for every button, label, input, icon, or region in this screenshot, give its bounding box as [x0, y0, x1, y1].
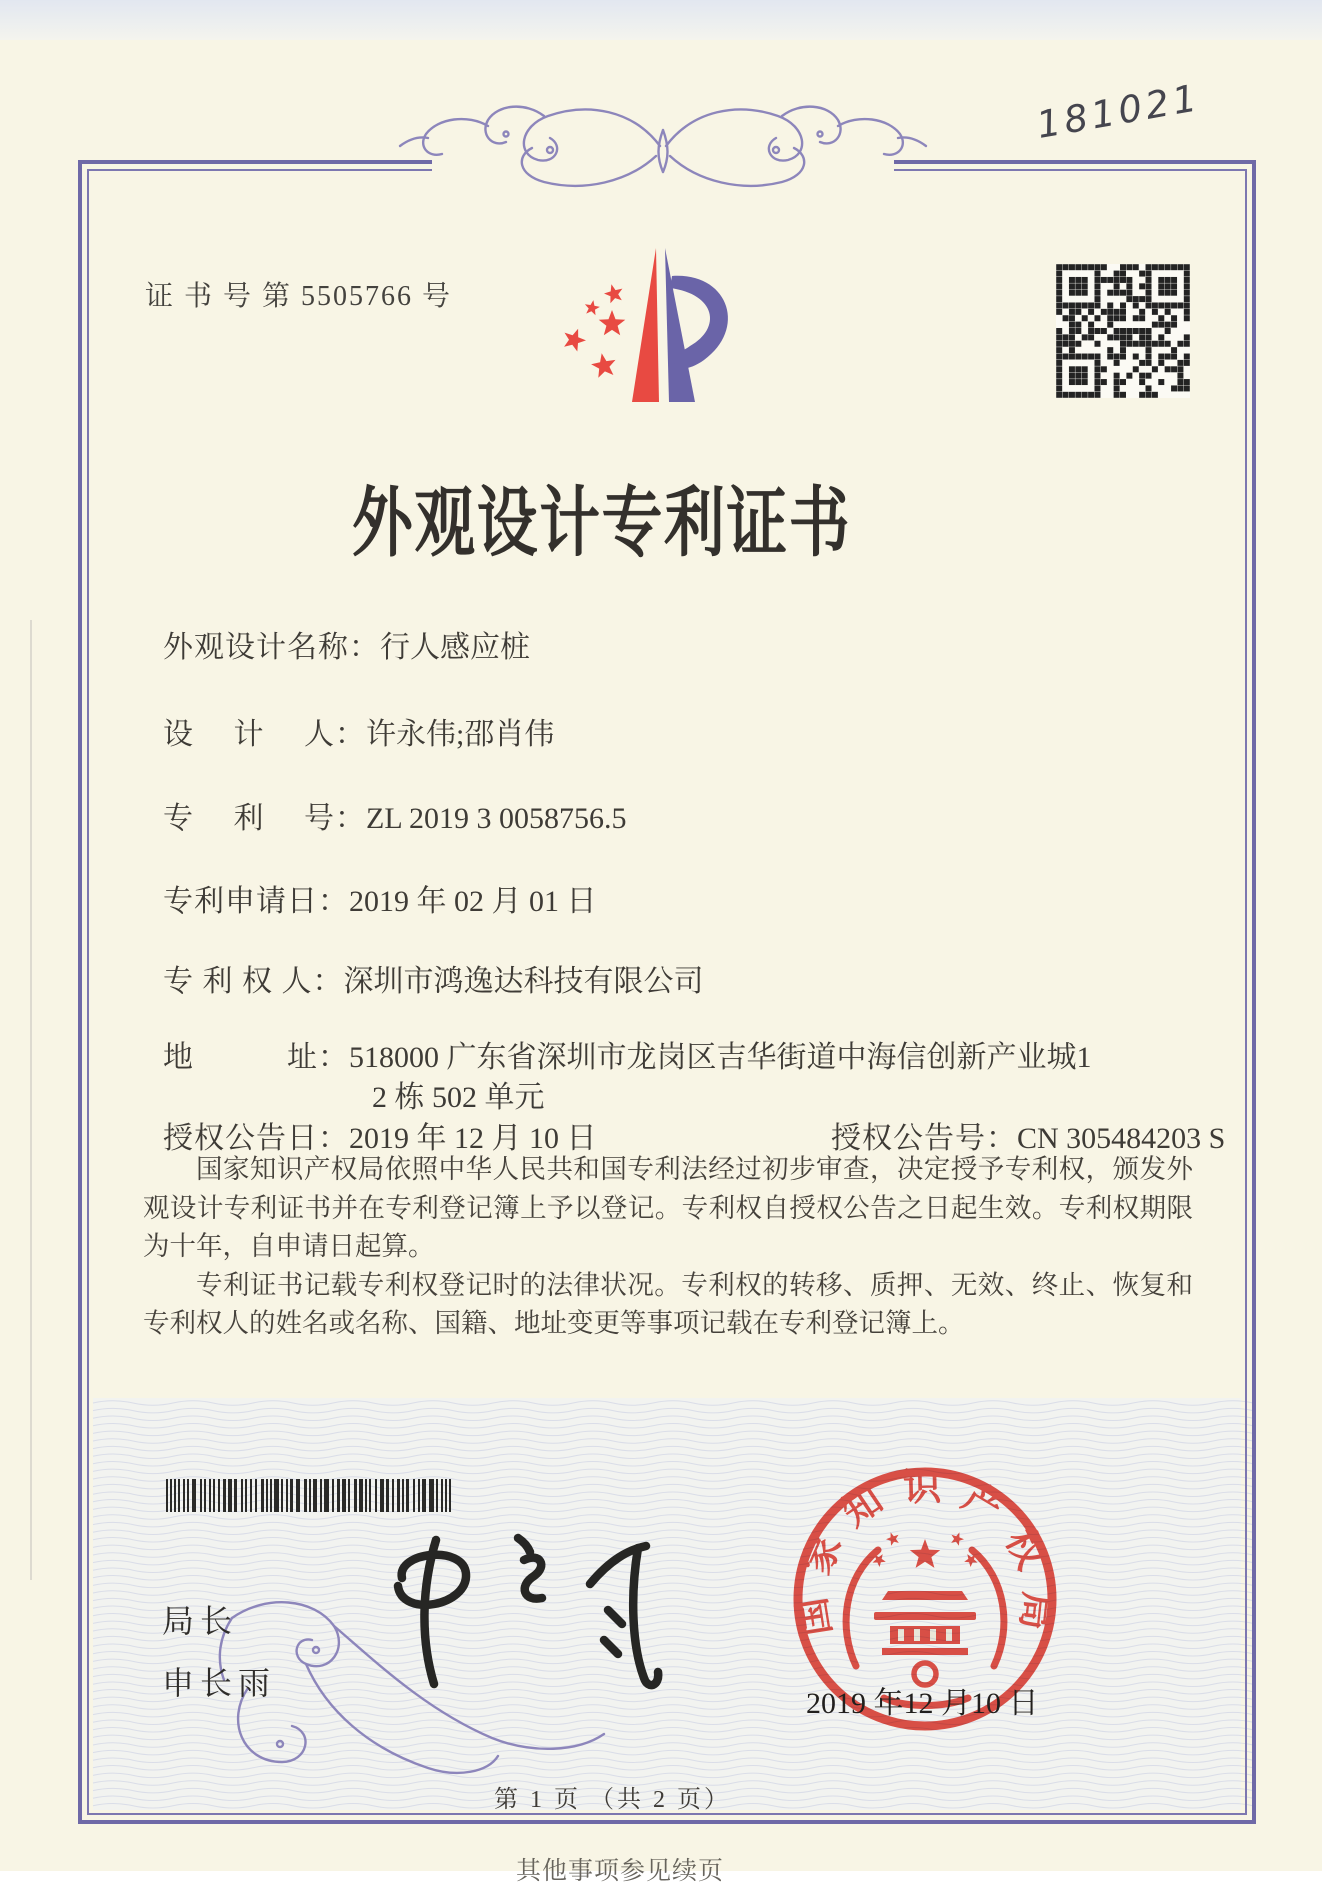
- field-address-value-line2: 2 栋 502 单元: [372, 1081, 545, 1114]
- scan-top-strip: [0, 0, 1322, 40]
- scan-artifact-line: [30, 620, 32, 1580]
- field-grant-date-value: 2019 年 12 月 10 日: [349, 1122, 597, 1155]
- field-patent-no-label: 专 利 号：: [163, 802, 366, 835]
- field-address: [163, 1032, 1092, 1076]
- field-designer-value: 许永伟;邵肖伟: [366, 718, 555, 751]
- field-patentee-value: 深圳市鸿逸达科技有限公司: [343, 965, 704, 998]
- seal-date: 2019 年12 月10 日: [806, 1687, 1039, 1720]
- field-design-name-value: 行人感应桩: [380, 631, 530, 664]
- bottom-partial-text-content: 其他事项参见续页: [516, 1858, 725, 1885]
- cnipa-logo-icon: [552, 242, 757, 410]
- field-designer: [163, 709, 554, 753]
- legal-paragraph-1: 国家知识产权局依照中华人民共和国专利法经过初步审查，决定授予专利权，颁发外观设计专利证书并在专利登记簿上予以登记。专利权自授权公告之日起生效。专利权期限为十年，自申请日起算。: [143, 1154, 1193, 1261]
- handwritten-number: 181021: [1033, 75, 1204, 148]
- field-design-name-label: 外观设计名称：: [163, 631, 380, 664]
- field-patent-no-value: ZL 2019 3 0058756.5: [366, 802, 627, 835]
- director-signature-image: [372, 1526, 702, 1716]
- field-address-label: 地 址：: [163, 1041, 349, 1074]
- field-designer-label: 设 计 人：: [163, 718, 366, 751]
- page-title: 外观设计专利证书: [352, 482, 852, 566]
- field-patentee-label: 专 利 权 人：: [163, 965, 344, 998]
- field-filing-date-value: 2019 年 02 月 01 日: [349, 885, 597, 918]
- field-grant-date-label: 授权公告日：: [163, 1122, 349, 1155]
- seal-ring-text: 国家知识产权局: [791, 1466, 1059, 1639]
- field-design-name: [163, 622, 530, 666]
- certificate-number: 证 书 号 第 5505766 号: [145, 281, 453, 312]
- field-filing-date: [163, 876, 597, 920]
- legal-paragraph-2: 专利证书记载专利权登记时的法律状况。专利权的转移、质押、无效、终止、恢复和专利权人的姓名或名称、国籍、地址变更等事项记载在专利登记簿上。: [143, 1269, 1193, 1338]
- field-filing-date-label: 专利申请日：: [163, 885, 349, 918]
- field-address-value-line1: 518000 广东省深圳市龙岗区吉华街道中海信创新产业城1: [349, 1041, 1092, 1074]
- field-grant-no-value: CN 305484203 S: [1017, 1122, 1226, 1155]
- field-patentee: [163, 956, 704, 1000]
- top-flourish-icon: [398, 96, 928, 204]
- page-footer: 第 1 页 （共 2 页）: [494, 1787, 731, 1813]
- field-patent-no: [163, 793, 627, 837]
- legal-text-block: [143, 1150, 1193, 1343]
- qr-code-icon: [1056, 264, 1190, 398]
- director-title: 局长: [162, 1603, 239, 1639]
- bottom-partial-text: [516, 1851, 725, 1885]
- field-grant-no-label: 授权公告号：: [831, 1122, 1017, 1155]
- director-name: 申长雨: [162, 1665, 277, 1701]
- barcode-icon: [166, 1479, 459, 1512]
